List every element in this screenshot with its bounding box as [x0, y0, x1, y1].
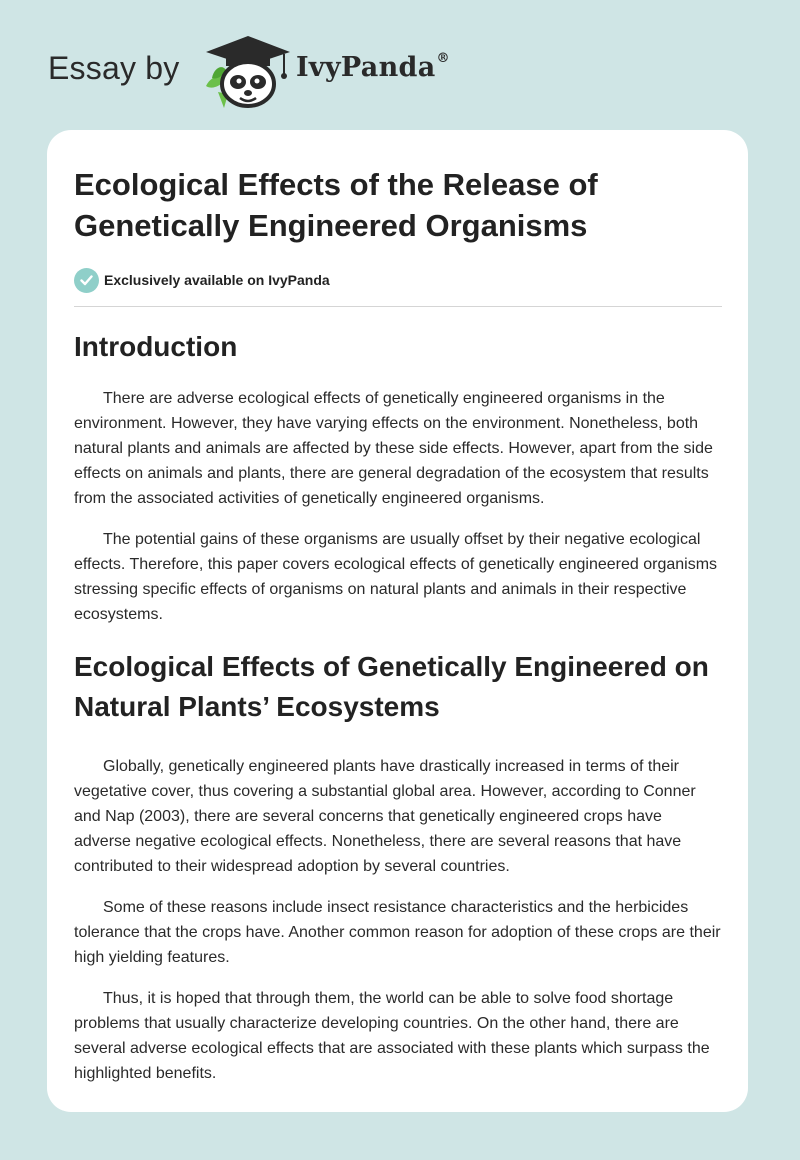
section-heading-introduction: Introduction: [74, 331, 238, 362]
paragraph: There are adverse ecological effects of genetically engineered organisms in the environment. However, they have varying effects on the environment. Nonetheless, both natural plants and animals are affected by these side effects. However, apart from the side effects on animals and plants, there are general degradation of the ecosystem that results from the associated activities of genetically engineered organisms.: [74, 390, 713, 507]
article-content: [74, 164, 722, 1086]
article-card: [47, 130, 748, 1112]
brand-name: IvyPanda®: [296, 51, 450, 83]
paragraph: Globally, genetically engineered plants have drastically increased in terms of their vegetative cover, thus covering a substantial global area. However, according to Conner and Nap (2003), there are several concerns that genetically engineered crops have adverse negative ecological effects. Nonetheless, there are several reasons that have contributed to their widespread adoption by several countries.: [74, 758, 696, 875]
article-title: Ecological Effects of the Release of Genetically Engineered Organisms: [74, 167, 598, 243]
panda-graduate-icon: [202, 34, 294, 110]
section-heading-natural-plants: Ecological Effects of Genetically Engineered on Natural Plants’ Ecosystems: [74, 651, 709, 722]
check-icon: [74, 268, 99, 293]
paragraph: Thus, it is hoped that through them, the world can be able to solve food shortage problems that usually characterize developing countries. On the other hand, there are several adverse ecological effects that are associated with these plants which surpass the highlighted benefits.: [74, 990, 710, 1082]
paragraph: Some of these reasons include insect resistance characteristics and the herbicides tolerance that the crops have. Another common reason for adoption of these crops are their high yielding features.: [74, 899, 721, 966]
paragraph: The potential gains of these organisms are usually offset by their negative ecological effects. Therefore, this paper covers ecological effects of genetically engineered organisms stressing specific effects of organisms on natural plants and animals in their respective ecosystems.: [74, 531, 718, 623]
exclusive-badge: [74, 267, 722, 293]
divider: [74, 306, 722, 307]
brand-header: [48, 34, 508, 114]
registered-mark: ®: [436, 51, 450, 66]
essay-by-label: Essay by: [48, 50, 180, 86]
exclusive-badge-text: Exclusively available on IvyPanda: [104, 272, 330, 288]
